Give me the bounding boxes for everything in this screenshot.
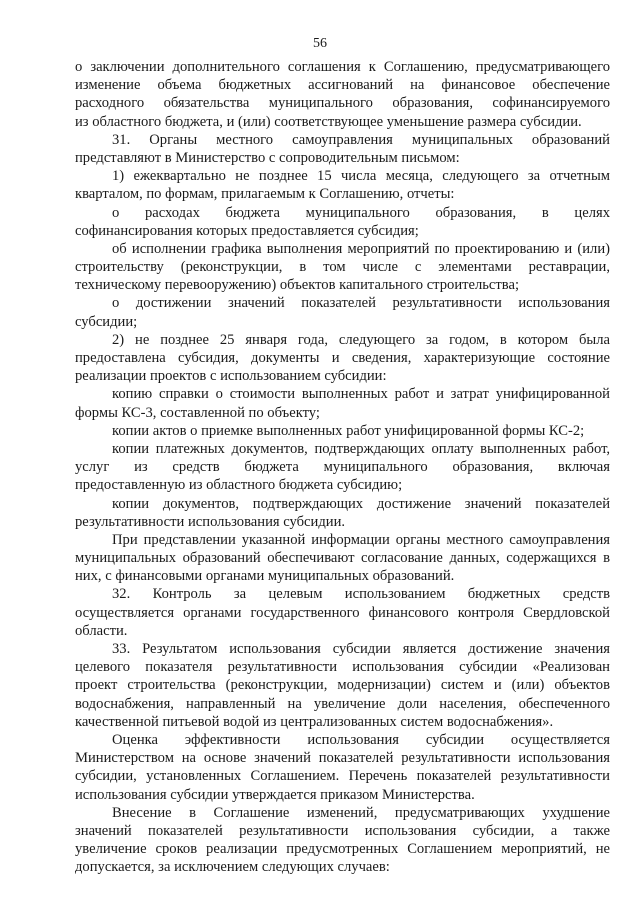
text-line: предоставлена субсидия, документы и сведения, характеризующие состояние bbox=[75, 350, 610, 366]
text-line: из областного бюджета, и (или) соответствующее уменьшение размера субсидии. bbox=[75, 113, 582, 130]
text-line: допускается, за исключением следующих случаев: bbox=[75, 859, 390, 876]
text-line: водоснабжения, направленный на увеличение доли населения, обеспеченного bbox=[75, 695, 610, 712]
text-line: использования субсидии утверждается приказом Министерства. bbox=[75, 786, 475, 803]
text-line: о заключении дополнительного соглашения к Соглашению, предусматривающего bbox=[75, 59, 610, 75]
text-line: целевого показателя результативности использования субсидии «Реализован bbox=[75, 659, 610, 676]
text-line: 31. Органы местного самоуправления муниципальных образований bbox=[112, 131, 610, 148]
text-line: Министерством на основе значений показателей результативности использования bbox=[75, 750, 610, 767]
text-line: о достижении значений показателей результативности использования bbox=[112, 295, 610, 312]
text-line: увеличение сроков реализации предусмотренных Соглашением мероприятий, не bbox=[75, 841, 610, 858]
text-line: Оценка эффективности использования субсидии осуществляется bbox=[112, 731, 610, 748]
text-line: результативности использования субсидии. bbox=[75, 513, 346, 530]
text-line: проект строительства (реконструкции, модернизации) систем и (или) объектов bbox=[75, 677, 610, 694]
text-line: области. bbox=[75, 622, 128, 639]
text-line: 1) ежеквартально не позднее 15 числа месяца, следующего за отчетным bbox=[112, 168, 610, 185]
text-line: об исполнении графика выполнения мероприятий по проектированию и (или) bbox=[112, 240, 610, 257]
text-line: строительству (реконструкции, в том числе с элементами реставрации, bbox=[75, 259, 610, 276]
text-line: 33. Результатом использования субсидии является достижение значения bbox=[112, 641, 610, 657]
text-line: осуществляется органами государственного финансового контроля Свердловской bbox=[75, 604, 610, 621]
text-line: изменение объема бюджетных ассигнований на финансовое обеспечение bbox=[75, 77, 610, 94]
text-line: субсидии, установленных Соглашением. Перечень показателей результативности bbox=[75, 768, 610, 785]
text-line: копии документов, подтверждающих достижение значений показателей bbox=[112, 495, 610, 512]
text-line: услуг из средств бюджета муниципального образования, включая bbox=[75, 459, 610, 476]
text-line: представляют в Министерство с сопроводительным письмом: bbox=[75, 149, 460, 166]
text-line: копию справки о стоимости выполненных работ и затрат унифицированной bbox=[112, 386, 610, 403]
text-line: муниципальных образований обеспечивают согласование данных, содержащихся в bbox=[75, 550, 610, 567]
text-line: значений показателей результативности использования субсидии, а также bbox=[75, 822, 610, 839]
text-line: них, с финансовыми органами муниципальных образований. bbox=[75, 568, 455, 585]
text-line: предоставленную из областного бюджета субсидию; bbox=[75, 477, 403, 494]
text-line: формы КС-3, составленной по объекту; bbox=[75, 404, 320, 421]
text-line: 2) не позднее 25 января года, следующего за годом, в котором была bbox=[112, 331, 610, 348]
text-line: реализации проектов с использованием субсидии: bbox=[75, 368, 387, 385]
text-line: 32. Контроль за целевым использованием бюджетных средств bbox=[112, 586, 610, 603]
body-text bbox=[75, 58, 610, 876]
text-line: При представлении указанной информации органы местного самоуправления bbox=[112, 531, 610, 548]
text-line: софинансирования которых предоставляется субсидия; bbox=[75, 222, 419, 239]
page-number: 56 bbox=[313, 36, 327, 51]
text-line: о расходах бюджета муниципального образования, в целях bbox=[112, 204, 610, 221]
text-line: техническому перевооружению) объектов капитального строительства; bbox=[75, 277, 520, 294]
text-line: качественной питьевой водой из централизованных систем водоснабжения». bbox=[75, 713, 554, 730]
text-line: копии актов о приемке выполненных работ унифицированной формы КС-2; bbox=[112, 422, 585, 439]
text-line: субсидии; bbox=[75, 313, 138, 330]
text-line: расходного обязательства муниципального образования, софинансируемого bbox=[75, 95, 610, 112]
text-line: копии платежных документов, подтверждающих оплату выполненных работ, bbox=[112, 440, 610, 457]
text-line: кварталом, по формам, прилагаемым к Соглашению, отчеты: bbox=[75, 186, 455, 203]
text-line: Внесение в Соглашение изменений, предусматривающих ухудшение bbox=[112, 804, 610, 821]
